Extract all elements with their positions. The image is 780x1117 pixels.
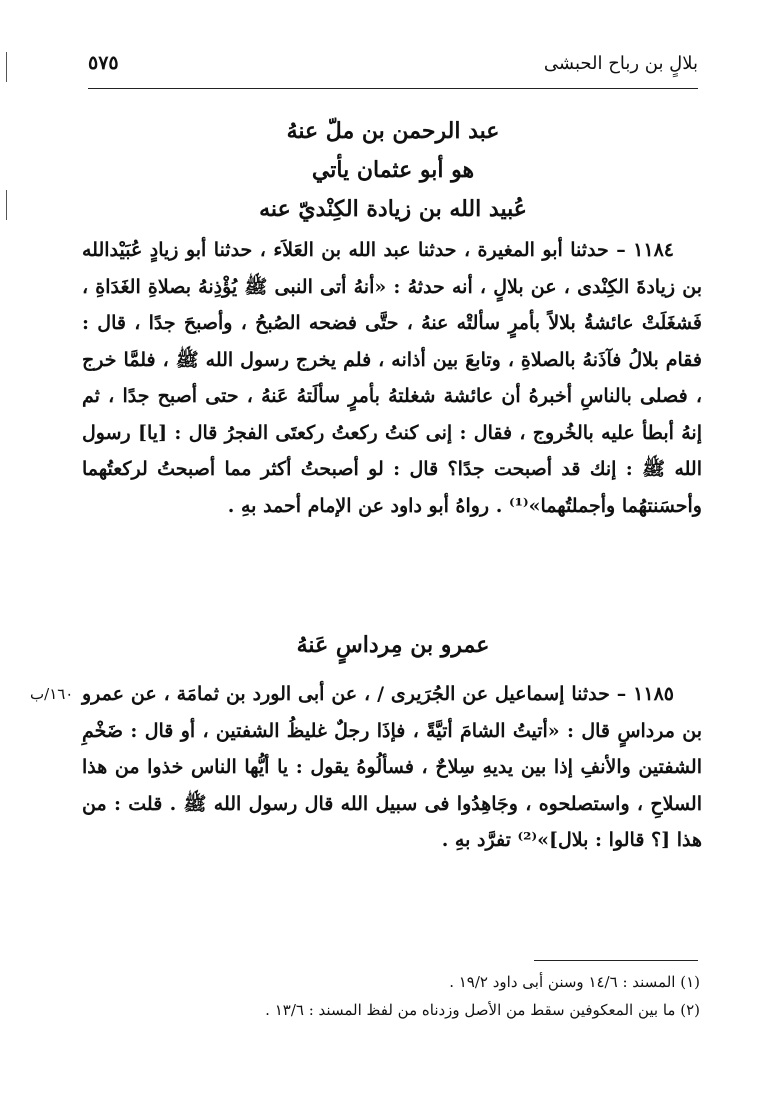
footnotes [180,968,700,1024]
scan-edge-mark [6,52,7,82]
section-title-line: عُبيد الله بن زيادة الكِنْديّ عنه [259,196,527,222]
hadith-1185 [82,676,702,859]
section-titles [88,112,698,229]
header-rule [88,88,698,89]
running-title: بلالٍ بن رباح الحبشى [543,52,698,74]
footnote-1: (١) المسند : ١٤/٦ وسنن أبى داود ١٩/٢ . [449,973,700,991]
section-title-line: عبد الرحمن بن ملّ عنهُ [286,118,500,144]
section-title-amr: عمرو بن مِرداسٍ عَنهُ [296,632,490,658]
margin-folio-note: ١٦٠/ب [30,685,74,703]
hadith-1184 [82,232,702,524]
page-header [88,52,698,74]
footnote-rule [534,960,698,961]
hadith-text: ١١٨٥ – حدثنا إسماعيل عن الجُرَيرى / ، عن أبى الورد بن ثمامَة ، عن عمرو بن مرداسٍ قال : «أتيتُ الشامَ أتيَّةً ، فإذَا رجلٌ غليظُ الشفتين ، أو قال : ضَخْمِ الشفتين والأنفِ إذا بين يديهِ سِلاحٌ ، فسألُوهُ يقول : يا أيُّها الناس خذوا من هذا السلاحِ ، واستصلحوه ، وجَاهِدُوا فى سبيل الله قال رسول الله ﷺ . قلت : من هذا [؟ قالوا : بلال]»⁽²⁾ تفرَّد بهِ . [82,683,702,851]
scan-edge-mark [6,190,7,220]
footnote-2: (٢) ما بين المعكوفين سقط من الأصل وزدناه من لفظ المسند : ١٣/٦ . [265,1001,700,1019]
section-title-line: هو أبو عثمان يأتي [311,157,475,183]
hadith-text: ١١٨٤ – حدثنا أبو المغيرة ، حدثنا عبد الله بن العَلاَء ، حدثنا أبو زيادٍ عُبَيْدالله بن زيادةَ الكِنْدى ، عن بلالٍ ، أنه حدثهُ : «أنهُ أتى النبى ﷺ يُؤْذِنهُ بصلاةِ الغَدَاةِ ، فَشغَلَتْ عائشةُ بلالاً بأمرٍ سألتْه عنهُ ، حتَّى فضحه الصُبحُ ، وأصبحَ جدًا ، قال : فقام بلالُ فآذَنهُ بالصلاةِ ، وتابعَ بين أذانه ، فلم يخرج رسول الله ﷺ ، فلمَّا خرج ، فصلى بالناسِ أخبرهُ أن عائشة شغلتهُ بأمرٍ سألَتهُ عَنهُ ، حتى أصبح جدًا ، ثم إنهُ أبطأ عليه بالخُروج ، فقال : إنى كنتُ ركعتُ ركعتَى الفجرُ قال : [يا] رسول الله ﷺ : إنك قد أصبحت جدًا؟ قال : لو أصبحتُ أكثر مما أصبحتُ لركعتُهما وأحسَنتهُما وأجملتُهما»⁽¹⁾ . رواهُ أبو داود عن الإمام أحمد بهِ . [82,239,702,517]
page-number: ٥٧٥ [88,52,119,74]
